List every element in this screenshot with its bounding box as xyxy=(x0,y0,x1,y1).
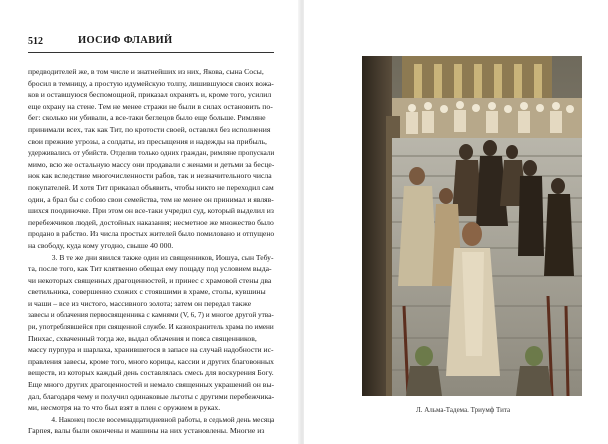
text-line: правления завесы, кроме того, много корицы, кассии и других благовонных xyxy=(28,356,274,366)
text-line: бег: сколько ни убивали, а все-таки беглецов было еще больше. Римляне xyxy=(28,113,266,123)
text-line: чи некоторых священных драгоценностей, и принес с храмовой стены два xyxy=(28,275,272,285)
text-line: ков и оставшуюся беспомощной, приказал охранять и, кроме того, усилил xyxy=(28,90,272,100)
illustration-triumph-of-titus xyxy=(362,56,582,396)
text-line: ри, употреблявшейся при священной службе. И казнохранитель храма по имени xyxy=(28,322,274,332)
text-line: Гарпея, валы были окончены и машины на них установлены. Многие из xyxy=(28,426,265,436)
text-line: продано в рабство. Из числа простых жителей было помиловано и отпущено xyxy=(28,229,274,239)
text-line: 3. В те же дни явился также один из священников, Иошуа, сын Тебу- xyxy=(51,252,274,262)
text-line: 4. Наконец после восемнадцатидневной работы, в седьмой день месяца xyxy=(51,414,274,424)
text-line: предводителей же, в том числе и знатнейших из них, Якова, сына Сосы, xyxy=(28,67,264,76)
text-line: светильника, совершенно схожих с стоявшими в храме, столы, кувшины xyxy=(28,287,266,297)
text-line: Пинхас, схваченный тогда же, выдал облачения и пояса священников, xyxy=(28,333,257,343)
text-line: ми, несмотря на то что был взят в плен с оружием в руках. xyxy=(28,403,221,413)
text-line: нок как вследствие многочисленности рабов, так и незначительного числа xyxy=(28,171,272,181)
running-head xyxy=(28,36,274,50)
text-line: свои прежние угрозы, а солдаты, из пресыщения и надежды на прибыль, xyxy=(28,136,267,146)
text-line: еще охрану на стене. Тем не менее стражи не были в силах остановить по- xyxy=(28,101,273,111)
text-line: веществ, из которых каждый день составлялась смесь для воскурения Богу. xyxy=(28,368,274,378)
text-line: покупателей. И хотя Тит приказал объявить, чтобы никто не переходил сам xyxy=(28,182,274,192)
text-line: и чаши – все из чистого, массивного золота; затем он передал также xyxy=(28,298,252,308)
text-line: перебежчиков людей, достойных наказания; несметное же множество было xyxy=(28,217,274,227)
running-title: ИОСИФ ФЛАВИЙ xyxy=(78,35,173,46)
illustration-caption: Л. Альма-Тадема. Триумф Тита xyxy=(416,406,511,414)
page-number: 512 xyxy=(28,36,43,47)
body-text xyxy=(28,66,274,437)
text-line: один, а брал бы с собою свои семейства, тем не менее он принимал и являв- xyxy=(28,194,274,204)
text-line: массу пурпура и шарлаха, хранившегося в запасе на случай надобности ис- xyxy=(28,345,274,355)
text-line: на свободу, куда кому угодно, свыше 40 000. xyxy=(28,240,174,250)
header-rule xyxy=(28,52,274,53)
left-page xyxy=(0,0,300,444)
text-line: мимо, всю же остальную массу они продавали с женами и детьми за бесце- xyxy=(28,159,274,169)
text-line: та, после того, как Тит клятвенно обещал ему пощаду под условием выда- xyxy=(28,264,272,274)
text-line: бросил в темницу, а простую идумейскую толпу, лишившуюся своих вожа- xyxy=(28,78,274,88)
text-line: шихся поодиночке. При этом он все-таки учредил суд, который выделил из xyxy=(28,206,274,216)
painting-image xyxy=(362,56,582,396)
text-line: принимали всех, так как Тит, по кротости своей, оставлял без исполнения xyxy=(28,124,271,134)
text-line: Еще много других драгоценностей и немало священных украшений он вы- xyxy=(28,380,274,390)
text-line: удерживались от убийств. Отделив только одних граждан, римляне пропускали xyxy=(28,148,274,158)
text-line: завесы и облачения первосвященника с камнями (V, 6, 7) и многое другой утва- xyxy=(28,310,274,320)
text-line: дал, благодаря чему и получил одинаковые льготы с другими перебежчика- xyxy=(28,391,274,401)
